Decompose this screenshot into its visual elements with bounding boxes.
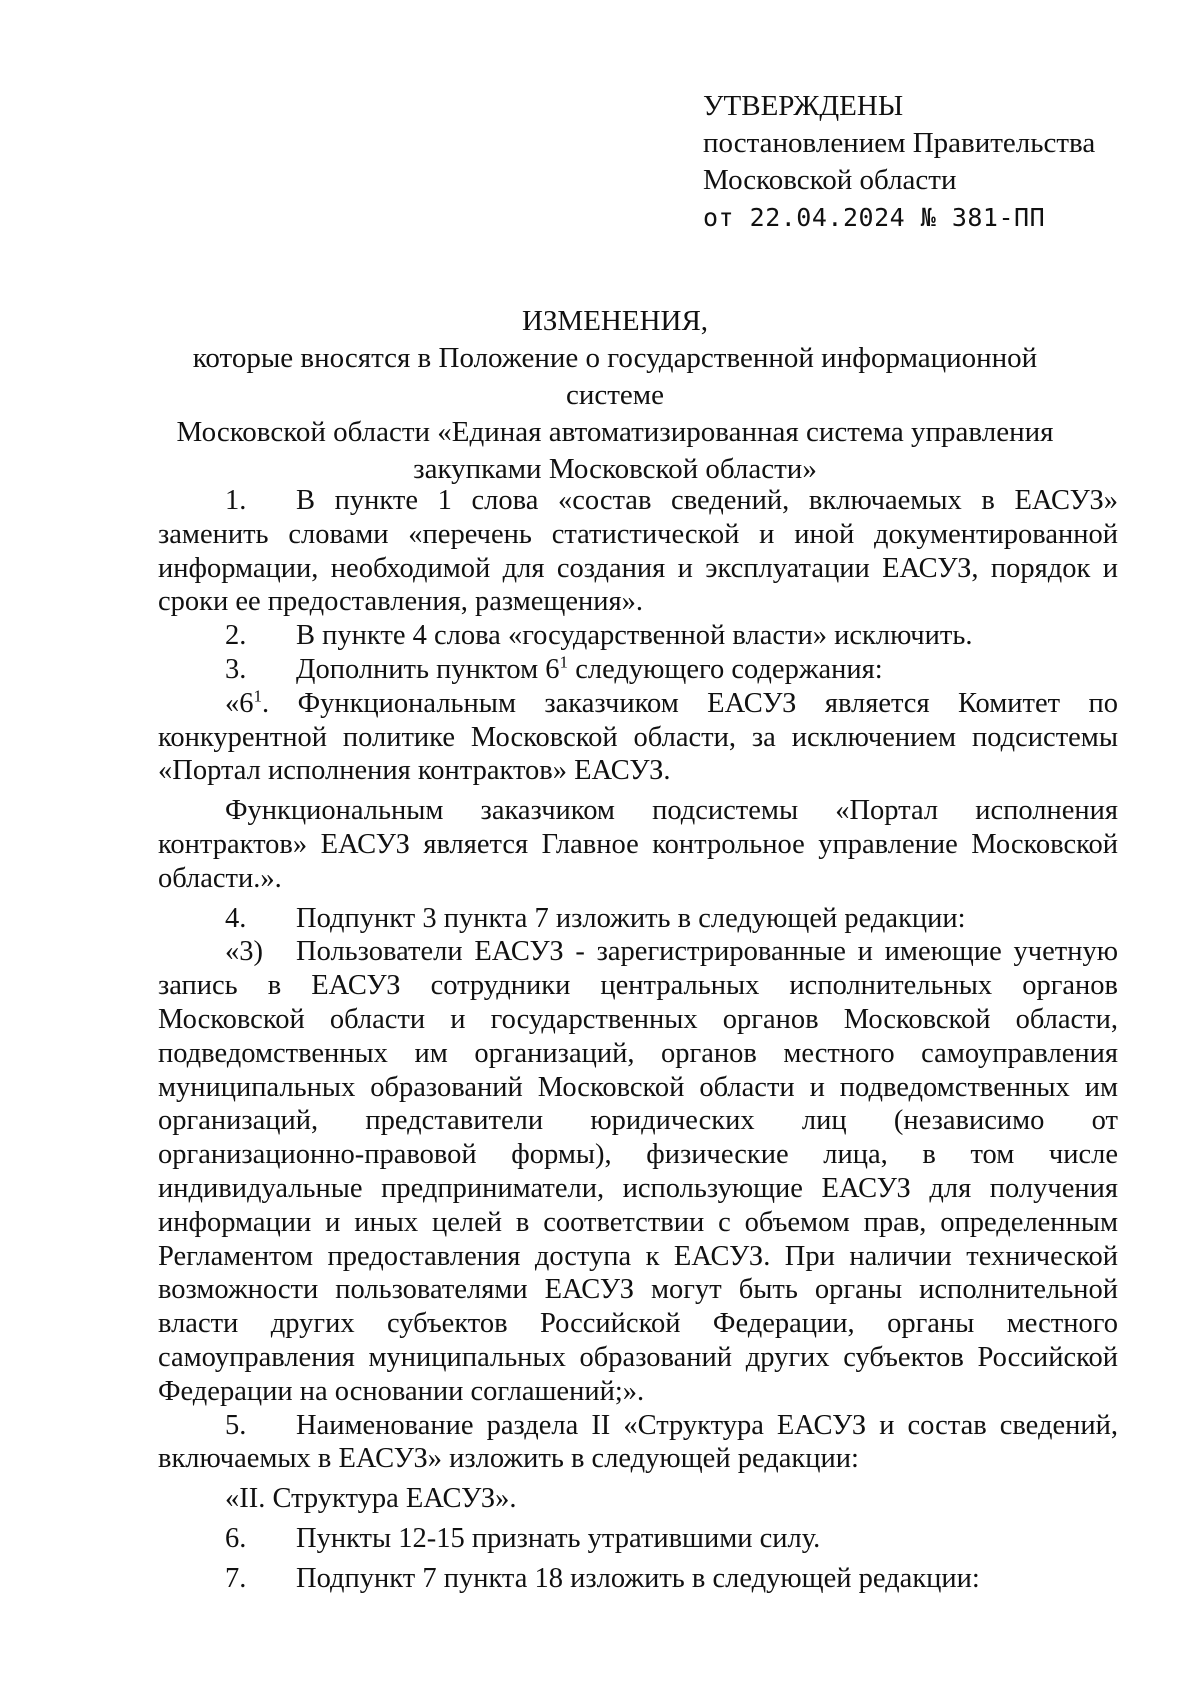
quote-6-1-text: . Функциональным заказчиком ЕАСУЗ является Комитет по конкурентной политике Московской области, за исключением подсистемы «Портал исполнения контрактов» ЕАСУЗ. [158, 687, 1118, 787]
quote-6-1 [158, 687, 1118, 788]
item-3 [158, 653, 1118, 687]
item-5-number: 5. [225, 1409, 247, 1441]
item-6 [158, 1522, 1118, 1556]
approval-line-2: Московской области [703, 164, 957, 196]
quote-subitem-3-number: «3) [225, 936, 263, 968]
item-3-superscript: 1 [559, 652, 569, 672]
item-3-text-a: Дополнить пунктом 6 [296, 653, 560, 685]
quote-subitem-3-text: Пользователи ЕАСУЗ - зарегистрированные и имеющие учетную запись в ЕАСУЗ сотрудники центральных исполнительных органов Московской области и государственных органов Московской области, подведомственных им организаций, органов местного самоуправления муниципальных образований Московской области и подведомственных им организаций, представители юридических лиц (независимо от организационно-правовой формы), физические лица, в том числе индивидуальные предприниматели, использующие ЕАСУЗ для получения информации и иных целей в соответствии с объемом прав, определенным Регламентом предоставления доступа к ЕАСУЗ. При наличии технической возможности пользователями ЕАСУЗ могут быть органы исполнительной власти других субъектов Российской Федерации, органы местного самоуправления муниципальных образований других субъектов Российской Федерации на основании соглашений;». [158, 936, 1118, 1407]
quote-6-1-paragraph-2-text: Функциональным заказчиком подсистемы «Портал исполнения контрактов» ЕАСУЗ является Главное контрольное управление Московской области.». [158, 795, 1118, 894]
item-5-text: Наименование раздела II «Структура ЕАСУЗ и состав сведений, включаемых в ЕАСУЗ» изложить в следующей редакции: [158, 1409, 1118, 1475]
item-2 [158, 619, 1118, 653]
item-7 [158, 1562, 1118, 1596]
item-6-number: 6. [225, 1522, 247, 1554]
approval-block [703, 88, 1123, 236]
document-heading [150, 303, 1080, 488]
item-1-text: В пункте 1 слова «состав сведений, включаемых в ЕАСУЗ» заменить словами «перечень статистической и иной документированной информации, необходимой для создания и эксплуатации ЕАСУЗ, порядок и сроки ее предоставления, размещения». [158, 485, 1118, 618]
item-4 [158, 902, 1118, 936]
heading-line-3: закупками Московской области» [413, 453, 817, 485]
item-7-number: 7. [225, 1562, 247, 1594]
item-3-number: 3. [225, 653, 247, 685]
item-1-number: 1. [225, 485, 247, 516]
quote-6-1-paragraph-2 [158, 794, 1118, 895]
item-3-text-b: следующего содержания: [568, 653, 883, 685]
quote-6-1-open: «6 [225, 687, 254, 719]
item-6-text: Пункты 12-15 признать утратившими силу. [296, 1522, 821, 1554]
item-1 [158, 484, 1118, 619]
item-2-text: В пункте 4 слова «государственной власти» исключить. [296, 620, 973, 652]
quote-section-2 [158, 1482, 1118, 1516]
heading-title: ИЗМЕНЕНИЯ, [521, 305, 709, 337]
heading-line-1: которые вносятся в Положение о государственной информационной системе [192, 342, 1038, 411]
item-4-number: 4. [225, 902, 247, 934]
quote-subitem-3 [158, 935, 1118, 1408]
quote-6-1-superscript: 1 [253, 686, 263, 706]
item-7-text: Подпункт 7 пункта 18 изложить в следующей редакции: [296, 1562, 980, 1594]
item-4-text: Подпункт 3 пункта 7 изложить в следующей редакции: [296, 902, 966, 934]
approval-title: УТВЕРЖДЕНЫ [703, 90, 904, 122]
quote-section-2-text: «II. Структура ЕАСУЗ». [225, 1483, 517, 1515]
approval-line-1: постановлением Правительства [703, 127, 1096, 159]
item-2-number: 2. [225, 620, 247, 652]
approval-date-number: от 22.04.2024 № 381-ПП [703, 203, 1046, 232]
item-5 [158, 1409, 1118, 1477]
heading-line-2: Московской области «Единая автоматизированная система управления [176, 416, 1054, 448]
document-body [158, 484, 1118, 1596]
